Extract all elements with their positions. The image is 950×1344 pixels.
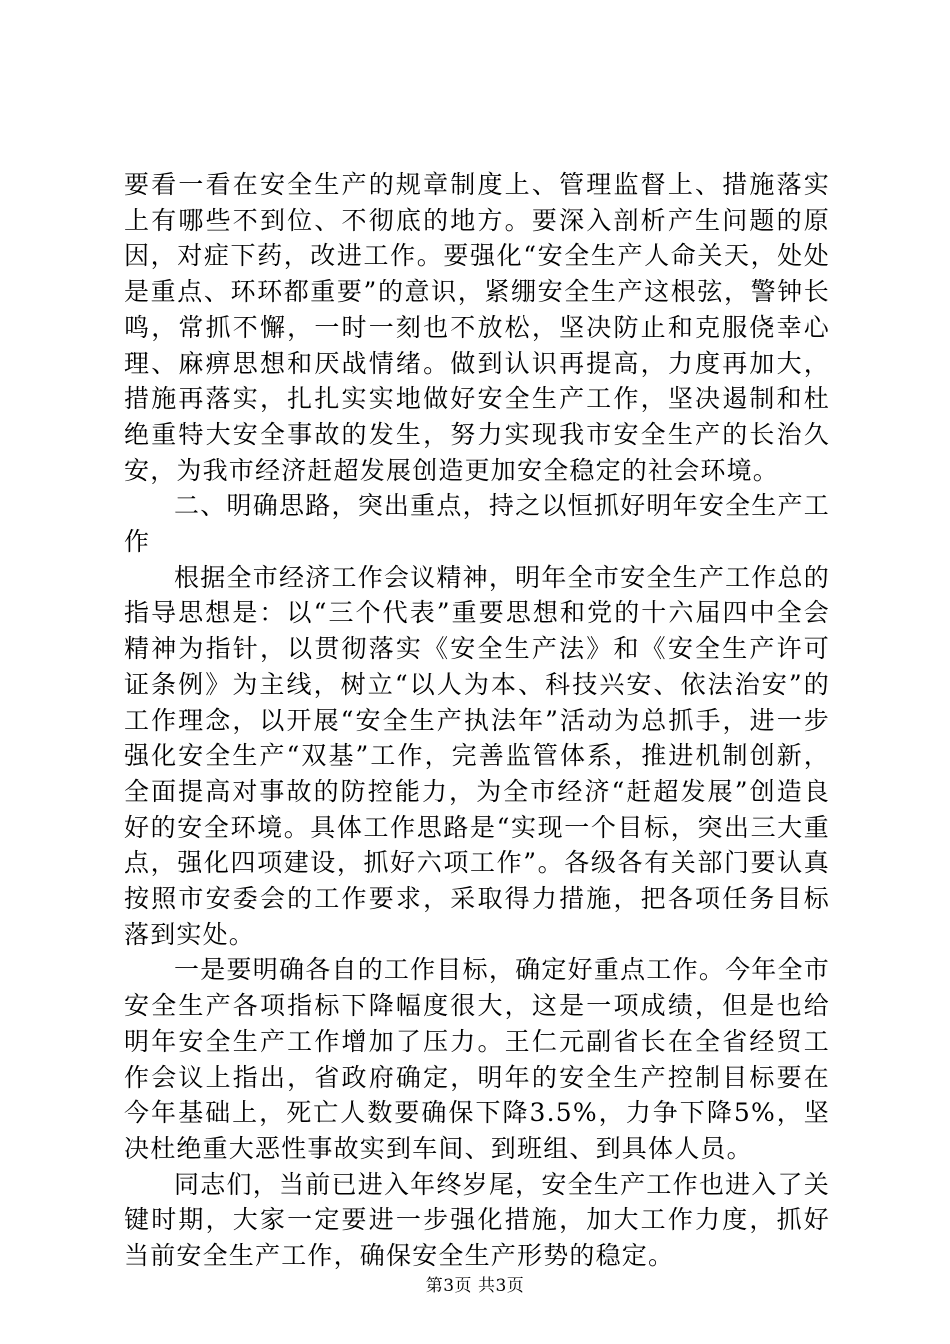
paragraph-continuation: 要看一看在安全生产的规章制度上、管理监督上、措施落实上有哪些不到位、不彻底的地方。要深入剖析产生问题的原因，对症下药，改进工作。要强化“安全生产人命关天，处处是重点、环环都重要”的意识，紧绷安全生产这根弦，警钟长鸣，常抓不懈，一时一刻也不放松，坚决防止和克服侥幸心理、麻痹思想和厌战情绪。做到认识再提高，力度再加大，措施再落实，扎扎实实地做好安全生产工作，坚决遏制和杜绝重特大安全事故的发生，努力实现我市安全生产的长治久安，为我市经济赶超发展创造更加安全稳定的社会环境。 xyxy=(124,170,830,485)
paragraph-closing: 同志们，当前已进入年终岁尾，安全生产工作也进入了关键时期，大家一定要进一步强化措施，加大工作力度，抓好当前安全生产工作，确保安全生产形势的稳定。 xyxy=(124,1169,830,1271)
paragraph-guiding-thought: 根据全市经济工作会议精神，明年全市安全生产工作总的指导思想是：以“三个代表”重要思想和党的十六届四中全会精神为指针，以贯彻落实《安全生产法》和《安全生产许可证条例》为主线，树立“以人为本、科技兴安、依法治安”的工作理念，以开展“安全生产执法年”活动为总抓手，进一步强化安全生产“双基”工作，完善监管体系，推进机制创新，全面提高对事故的防控能力，为全市经济“赶超发展”创造良好的安全环境。具体工作思路是“实现一个目标，突出三大重点，强化四项建设，抓好六项工作”。各级各有关部门要认真按照市安委会的工作要求，采取得力措施，把各项任务目标落到实处。 xyxy=(124,562,830,949)
page-number-footer: 第3页 共3页 xyxy=(425,1276,525,1296)
document-body xyxy=(124,167,830,1274)
section-heading: 二、明确思路，突出重点，持之以恒抓好明年安全生产工作 xyxy=(124,491,830,557)
paragraph-work-goals: 一是要明确各自的工作目标，确定好重点工作。今年全市安全生产各项指标下降幅度很大，这是一项成绩，但是也给明年安全生产工作增加了压力。王仁元副省长在全省经贸工作会议上指出，省政府确定，明年的安全生产控制目标要在今年基础上，死亡人数要确保下降3.5%，力争下降5%，坚决杜绝重大恶性事故实到车间、到班组、到具体人员。 xyxy=(124,955,830,1163)
